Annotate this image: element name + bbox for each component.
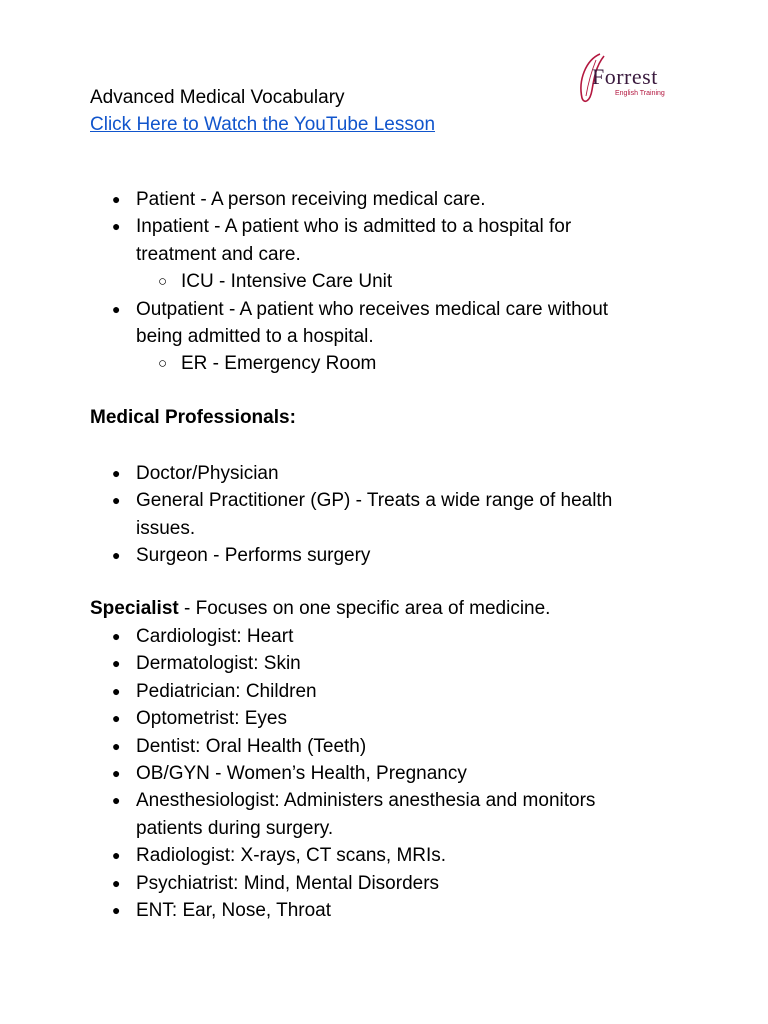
list-item [0,733,656,760]
bullet-icon: ● [112,465,121,481]
list-item-text: Inpatient - A patient who is admitted to a hospital for treatment and care. [136,216,572,265]
bullet-icon: ● [112,710,121,727]
section-heading-professionals [90,406,296,430]
list-item-text: Outpatient - A patient who receives medical care without being admitted to a hospital. [136,298,609,348]
list-item [0,650,656,677]
forrest-logo [572,50,682,106]
sub-list-item-text: ER - Emergency Room [181,353,377,375]
list-item-text: Dermatologist: Skin [136,653,301,675]
list-item-text: Cardiologist: Heart [136,626,294,647]
list-item [0,542,656,569]
list-item [0,787,656,842]
list-item-text: Psychiatrist: Mind, Mental Disorders [136,872,440,894]
list-item [0,296,656,351]
bullet-icon: ● [112,792,121,809]
list-item [0,842,656,869]
hollow-bullet-icon: ○ [158,355,168,373]
list-item-text: Patient - A person receiving medical care. [136,189,486,210]
sub-list-item-text: ICU - Intensive Care Unit [181,271,393,293]
bullet-icon: ● [112,765,121,782]
list-item-text: General Practitioner (GP) - Treats a wide range of health issues. [136,490,613,539]
list-item [0,705,656,732]
bullet-icon: ● [112,300,121,317]
list-item [0,213,656,268]
sub-list-item [0,268,656,295]
list-item-text: Anesthesiologist: Administers anesthesia and monitors patients during surgery. [136,790,596,839]
specialist-list [0,623,656,924]
specialist-definition: - Focuses on one specific area of medicine. [178,598,551,619]
list-item [0,487,656,542]
list-item [0,678,656,705]
youtube-lesson-link[interactable]: Click Here to Watch the YouTube Lesson [90,114,436,135]
hollow-bullet-icon: ○ [158,273,168,291]
list-item-text: Surgeon - Performs surgery [136,545,371,567]
bullet-icon: ● [112,492,121,509]
list-item-text: Dentist: Oral Health (Teeth) [136,735,367,757]
section-heading-specialist [90,597,550,621]
list-item [0,897,656,924]
professionals-list [0,460,656,570]
list-item-text: ENT: Ear, Nose, Throat [136,900,332,922]
intro-list [0,186,656,378]
bullet-icon: ● [112,218,121,235]
list-item-text: Doctor/Physician [136,463,279,484]
bullet-icon: ● [112,628,121,644]
bullet-icon: ● [112,655,121,672]
list-item-text: Optometrist: Eyes [136,708,287,730]
heading-text: Medical Professionals: [90,407,296,428]
list-item [0,760,656,787]
list-item [0,186,656,213]
bullet-icon: ● [112,682,121,699]
list-item [0,460,656,487]
logo-tagline: English Training [615,90,665,97]
bullet-icon: ● [112,874,121,891]
specialist-term: Specialist [90,598,179,619]
bullet-icon: ● [112,737,121,754]
logo-wordmark: Forrest [592,64,658,89]
sub-list-item [0,350,656,377]
bullet-icon: ● [112,902,121,919]
bullet-icon: ● [112,847,121,864]
list-item-text: Pediatrician: Children [136,680,317,702]
bullet-icon: ● [112,191,121,207]
list-item [0,623,656,650]
bullet-icon: ● [112,547,121,564]
list-item-text: Radiologist: X-rays, CT scans, MRIs. [136,845,447,867]
list-item [0,870,656,897]
list-item-text: OB/GYN - Women’s Health, Pregnancy [136,763,467,785]
document-title: Advanced Medical Vocabulary [90,87,345,108]
